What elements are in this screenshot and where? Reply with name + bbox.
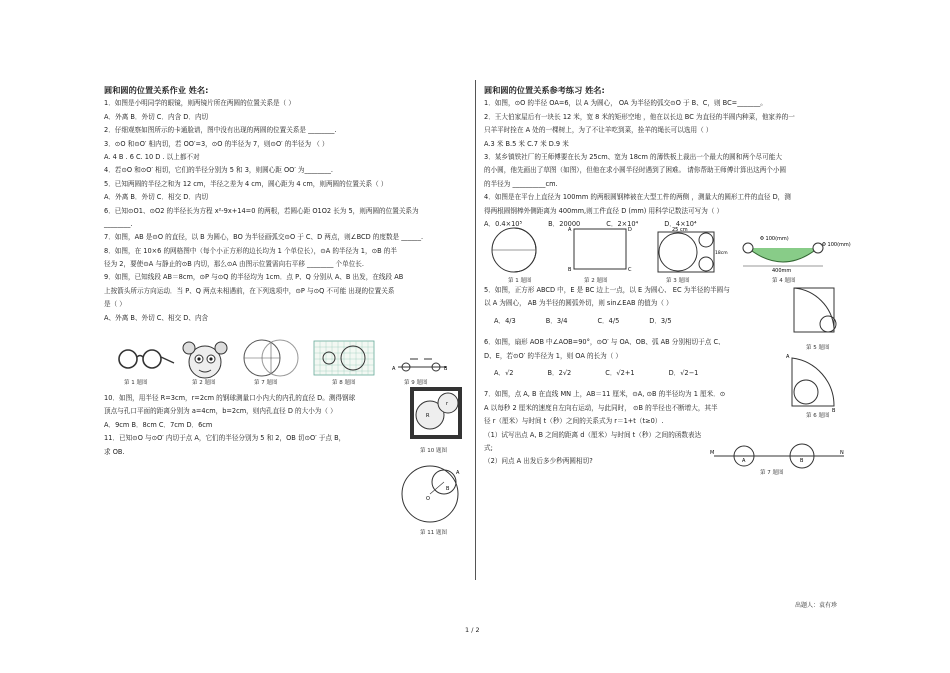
question-line: 求 OB. <box>104 447 125 456</box>
question-line: A．外离 B．外切 C．内含 D．内切 <box>104 112 209 121</box>
svg-text:A: A <box>392 366 396 372</box>
segment-ab-figure <box>392 355 450 375</box>
question-line: 10．如图，用半径 R=3cm，r=2cm 的钢球测量口小内大的内孔的直径 D。测得钢球 <box>104 394 356 402</box>
moving-circles-figure <box>710 436 850 466</box>
figure-caption: 第 11 题图 <box>420 530 447 536</box>
choices-q6 <box>484 367 784 380</box>
question-line: 得两根圆钢棒外侧距离为 400mm,则工件直径 D (mm) 用科学记数法可写为（ ） <box>484 206 724 215</box>
question-line: A 以每秒 2 厘米的速度自左向右运动，与此同时， ⊙B 的半径也不断增大，其半 <box>484 403 718 412</box>
author-credit: 出题人：袁有珍 <box>795 602 838 609</box>
question-line: 以 A 为圆心， AB 为半径的圆弧外切，则 sin∠EAB 的值为（ ） <box>484 299 673 308</box>
svg-text:A: A <box>568 227 572 233</box>
svg-text:N: N <box>840 450 844 456</box>
svg-text:M: M <box>710 450 715 456</box>
steel-ball-figure <box>410 387 464 443</box>
svg-text:A: A <box>742 458 746 464</box>
figure-caption: 第 10 题图 <box>420 448 447 454</box>
question-line: 7．如图，AB 是⊙O 的直径，以 B 为圆心，BO 为半径画弧交⊙O 于 C、D 两点，则∠BCD 的度数是 ______. <box>104 233 424 242</box>
question-line: A. 4 B . 6 C. 10 D . 以上都不对 <box>104 152 200 161</box>
figure-caption: 第 1 题图 <box>124 380 148 386</box>
dimension-label: 25 cm <box>672 227 688 233</box>
svg-text:D: D <box>628 227 632 233</box>
sector-figure <box>786 350 838 412</box>
choice: B．3/4 <box>545 316 568 325</box>
svg-text:r: r <box>446 401 449 407</box>
choice: D．3/5 <box>649 316 672 325</box>
question-line: 顶点与孔口平面的距离分别为 a=4cm，b=2cm，则内孔直径 D 的大小为（ ） <box>104 407 337 416</box>
choice: C．√2+1 <box>605 368 635 377</box>
question-line: 4．如图是在平台上直径为 100mm 的两根圆钢棒被在大型工件的两侧 ，测量大的圆形工件的直径 D，测 <box>484 193 791 202</box>
question-line: 上按箭头所示方向运动．当 P、Q 两点未相遇前，在下列选项中，⊙P 与⊙Q 不可能 出现的位置关系 <box>104 286 395 295</box>
svg-text:O: O <box>426 496 430 502</box>
question-line: ________. <box>104 219 133 228</box>
svg-text:B: B <box>800 458 804 464</box>
distance-label: 400mm <box>772 268 792 274</box>
svg-text:B: B <box>446 486 450 492</box>
svg-text:B: B <box>832 408 836 414</box>
question-line: （1）试写出点 A, B 之间的距离 d（厘米）与时间 t（秒）之间的函数表达 <box>484 430 702 439</box>
svg-text:R: R <box>426 413 430 419</box>
right-title: 圆和圆的位置关系参考练习 姓名: <box>484 85 605 95</box>
choice: D．√2−1 <box>668 368 699 377</box>
column-divider <box>475 80 476 580</box>
question-line: 3．某乡镇铁社厂的王师傅要在长为 25cm、宽为 18cm 的薄铁板上裁出一个最大的圆和两个尽可能大 <box>484 152 782 161</box>
question-line: （2）问点 A 出发后多少秒两圆相切? <box>484 457 593 466</box>
choice: A．0.4×10⁵ <box>484 219 523 228</box>
choice: D．4×10⁴ <box>664 219 697 228</box>
figure-caption: 第 9 题图 <box>404 380 428 386</box>
choice: A．4/3 <box>494 316 516 325</box>
question-line: 3．⊙O 和⊙O′ 相内切，若 OO′=3，⊙O 的半径为 7，则⊙O′ 的半径为 （ ） <box>104 139 329 148</box>
cartoon-face-figure <box>180 340 230 380</box>
question-line: 9．如图，已知线段 AB＝8cm，⊙P 与⊙Q 的半径均为 1cm．点 P、Q 分别从 A、B 出发，在线段 AB <box>104 273 404 282</box>
question-line: 6．如图，扇形 AOB 中∠AOB=90°，⊙O′ 与 OA、OB、弧 AB 分别相切于点 C、 <box>484 338 725 347</box>
figure-caption: 第 8 题图 <box>332 380 356 386</box>
circle-arc-figure-r1 <box>488 225 544 275</box>
question-line: 2．仔细观察如图所示的卡通脸谱，图中没有出现的两圆的位置关系是 ________. <box>104 126 337 135</box>
question-line: 5．已知两圆的半径之和为 12 cm，半径之差为 4 cm，圆心距为 4 cm，则两圆的位置关系（ ） <box>104 179 388 188</box>
right-column <box>484 84 844 231</box>
question-line: 6．已知⊙O1、⊙O2 的半径长为方程 x²-9x+14=0 的两根，若圆心距 O1O2 长为 5，则两圆的位置关系为 <box>104 206 419 215</box>
page-indicator: 1 / 2 <box>465 626 480 634</box>
question-line: A．9cm B．8cm C．7cm D．6cm <box>104 420 213 429</box>
figure-caption: 第 1 题图 <box>508 278 532 284</box>
svg-text:C: C <box>628 267 632 273</box>
svg-text:Φ 100(mm): Φ 100(mm) <box>760 236 789 242</box>
question-line: A、外离 B、外切 C、相交 D、内含 <box>104 313 209 322</box>
square-figure <box>788 284 840 340</box>
question-line: D、E，若⊙O′ 的半径为 1，则 OA 的长为（ ） <box>484 351 623 360</box>
iron-plate-figure <box>654 226 726 274</box>
svg-text:A: A <box>456 470 460 476</box>
question-line: 式; <box>484 443 493 452</box>
choice: C．4/5 <box>597 316 620 325</box>
left-column-lower <box>104 392 404 459</box>
figure-caption: 第 7 题图 <box>760 470 784 476</box>
circle-arc-figure <box>236 330 294 380</box>
question-line: 是（ ） <box>104 300 126 309</box>
question-line: 7．如图，点 A, B 在直线 MN 上，AB＝11 厘米，⊙A, ⊙B 的半径均为 1 厘米．⊙ <box>484 390 726 399</box>
question-line: 径 r（厘米）与时间 t（秒）之间的关系式为 r＝1+t（t≥0）. <box>484 417 664 426</box>
steel-rods-figure <box>738 230 851 274</box>
question-line: 只羊平时拴在 A 处的一棵树上，为了不让羊吃到菜，拴羊的绳长可以选用（ ） <box>484 126 713 135</box>
figure-caption: 第 6 题图 <box>806 413 830 419</box>
svg-text:B: B <box>444 366 448 372</box>
tangent-circles-figure <box>400 460 464 526</box>
left-column <box>104 84 464 325</box>
question-line: 5．如图，正方形 ABCD 中，E 是 BC 边上一点，以 E 为圆心、 EC 为半径的半圆与 <box>484 286 730 294</box>
question-line: 2．王大伯家屋后有一块长 12 米，宽 8 米的矩形空地 ，他在以长边 BC 为直径的半圆内种菜，他家养的一 <box>484 112 795 121</box>
left-title: 圆和圆的位置关系作业 姓名: <box>104 85 209 95</box>
question-line: 11．已知⊙O 与⊙O′ 内切于点 A，它们的半径分别为 5 和 2，OB 切⊙O′ 于点 B， <box>104 434 346 443</box>
choice: C．2×10⁴ <box>606 219 639 228</box>
figure-caption: 第 2 题图 <box>192 380 216 386</box>
glasses-figure <box>114 343 176 373</box>
choices-q5 <box>484 315 784 328</box>
figure-caption: 第 2 题图 <box>584 278 608 284</box>
diameter-label: Φ 100(mm) <box>822 242 851 248</box>
question-line: 的小圆，他先画出了草图（如图），但他在求小圆半径时遇到了困难。 请你帮助王师傅计算出这两个小圆 <box>484 166 787 175</box>
question-line: 1．如图，⊙O 的半径 OA=6，以 A 为圆心， OA 为半径的弧交⊙O 于 B、C，则 BC=_______。 <box>484 99 767 108</box>
choice: A．√2 <box>494 368 514 377</box>
question-line: 4．若⊙O 和⊙O′ 相切，它们的半径分别为 5 和 3，则圆心距 OO′ 为________. <box>104 166 333 175</box>
question-line: A.3 米 B.5 米 C.7 米 D.9 米 <box>484 139 569 148</box>
question-line: 的半径为 __________cm. <box>484 179 558 188</box>
dimension-label: 18cm <box>715 251 728 256</box>
rectangle-figure <box>568 225 632 273</box>
svg-text:B: B <box>568 267 572 273</box>
figure-caption: 第 5 题图 <box>806 345 830 351</box>
question-line: 1．如图是小明同学的眼镜，则两镜片所在两圆的位置关系是（ ） <box>104 99 295 108</box>
figure-caption: 第 7 题图 <box>254 380 278 386</box>
question-line: 8．如图，在 10×6 的网格图中（每个小正方形的边长均为 1 个单位长），⊙A 的半径为 1，⊙B 的半 <box>104 246 397 255</box>
question-line: A．外离 B．外切 C．相交 D．内切 <box>104 193 209 202</box>
figure-caption: 第 4 题图 <box>772 278 796 284</box>
choice: B．2√2 <box>547 368 572 377</box>
choice: B．20000 <box>548 219 581 228</box>
question-line: 径为 2，要使⊙A 与静止的⊙B 内切，那么⊙A 由图示位置需向右平移 ________ 个单位长. <box>104 260 364 269</box>
figure-caption: 第 3 题图 <box>666 278 690 284</box>
grid-figure <box>313 340 377 376</box>
svg-text:A: A <box>786 354 790 360</box>
